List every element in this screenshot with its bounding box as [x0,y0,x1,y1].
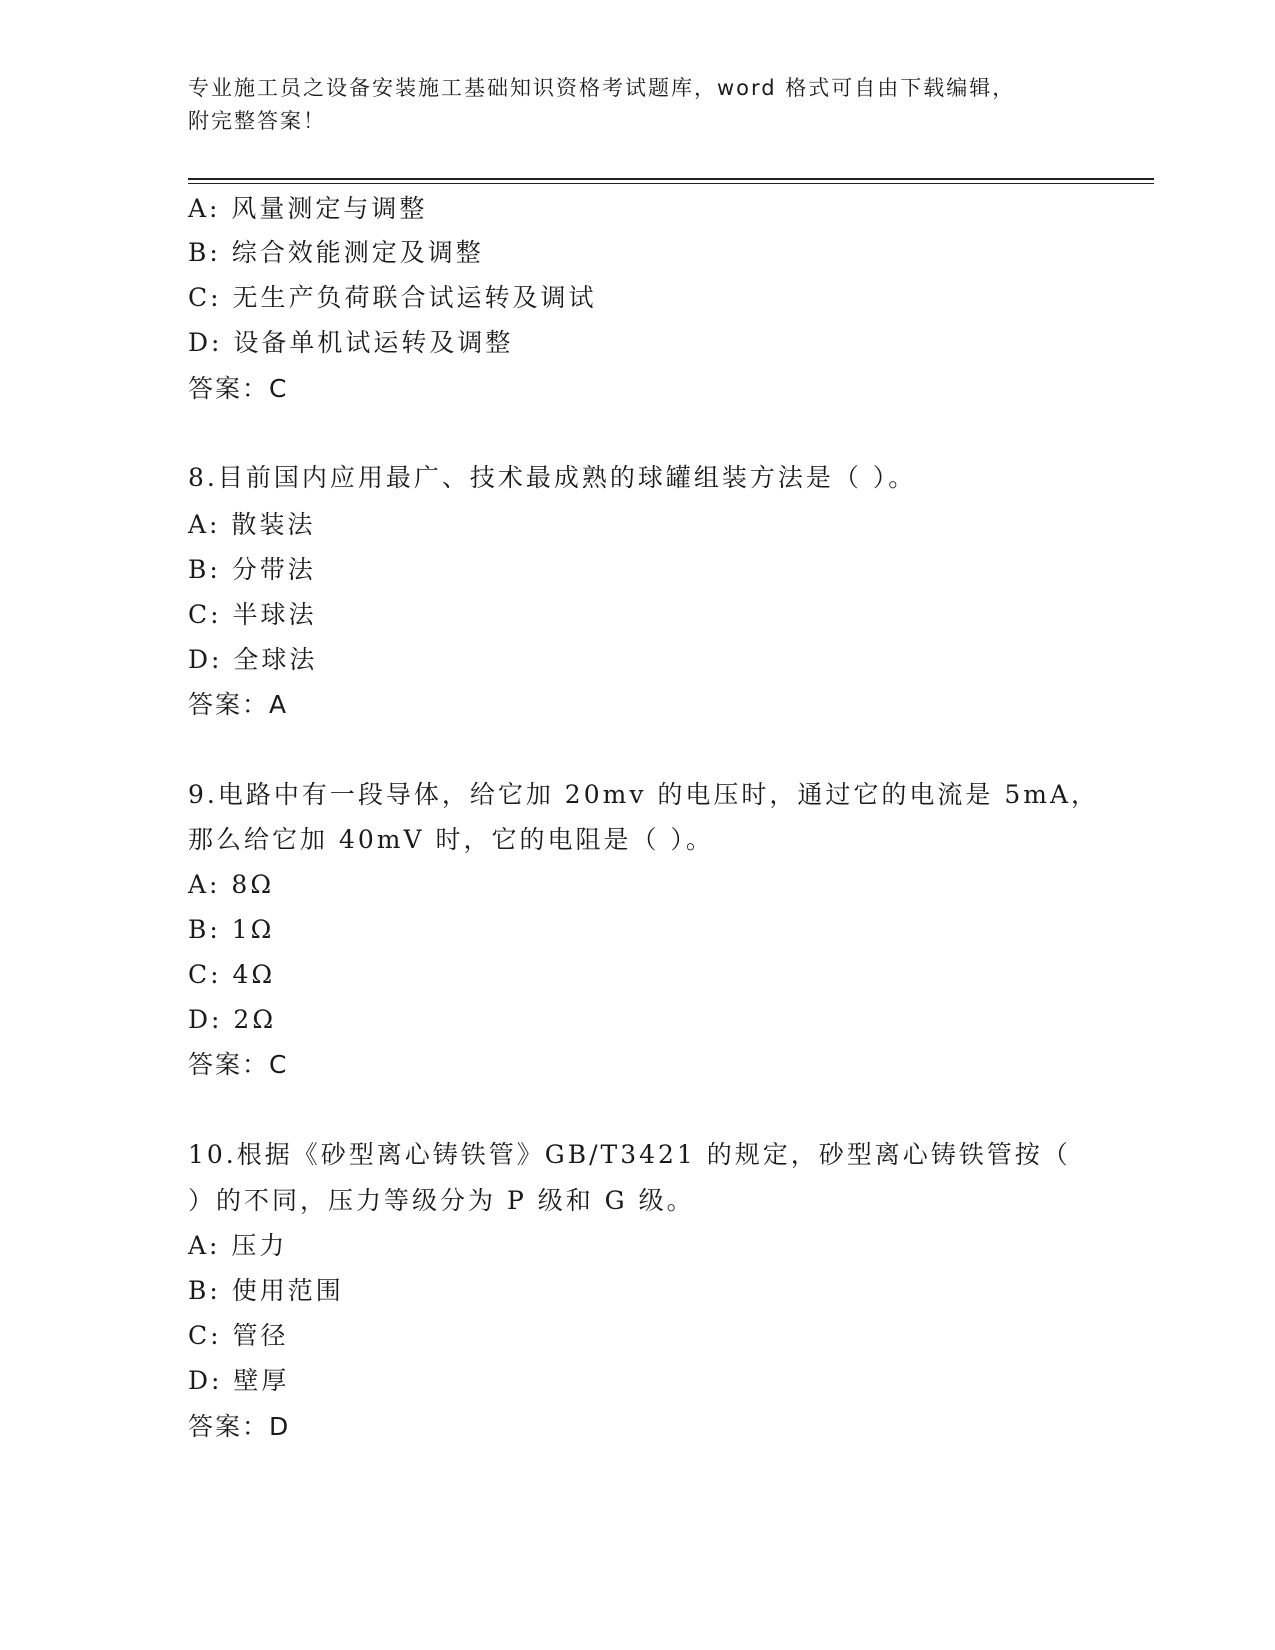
q7-option-c: C: 无生产负荷联合试运转及调试 [188,283,597,312]
header-line-2: 附完整答案！ [188,109,326,133]
q9-question-line-1: 9.电路中有一段导体，给它加 20mv 的电压时，通过它的电流是 5mA， [188,780,1100,809]
q7-option-a: A: 风量测定与调整 [188,194,428,223]
q10-option-c: C: 管径 [188,1321,289,1350]
q8-option-a: A: 散装法 [188,510,316,539]
q10-question-line-2: ）的不同，压力等级分为 P 级和 G 级。 [188,1186,695,1215]
q9-answer: 答案：C [188,1050,289,1079]
q7-option-b: B: 综合效能测定及调整 [188,238,484,267]
q10-option-a: A: 压力 [188,1231,288,1260]
header-divider-thin [188,183,1154,184]
q10-answer: 答案：D [188,1412,291,1441]
q9-option-b: B: 1Ω [188,915,275,944]
document-header [188,72,1068,138]
q8-answer: 答案：A [188,690,289,719]
q7-option-d: D: 设备单机试运转及调整 [188,328,514,357]
q8-option-d: D: 全球法 [188,645,318,674]
q10-question-line-1: 10.根据《砂型离心铸铁管》GB/T3421 的规定，砂型离心铸铁管按（ [188,1140,1071,1169]
header-line-1: 专业施工员之设备安装施工基础知识资格考试题库，word 格式可自由下载编辑， [188,76,1016,100]
q9-option-a: A: 8Ω [188,870,275,899]
header-divider-thick [188,178,1154,180]
q9-option-d: D: 2Ω [188,1005,277,1034]
q10-option-d: D: 壁厚 [188,1366,290,1395]
q8-question: 8.目前国内应用最广、技术最成熟的球罐组装方法是（ ）。 [188,463,917,492]
q9-question-line-2: 那么给它加 40mV 时，它的电阻是（ ）。 [188,825,714,854]
q8-option-c: C: 半球法 [188,600,317,629]
q8-option-b: B: 分带法 [188,555,316,584]
q10-option-b: B: 使用范围 [188,1276,344,1305]
q7-answer: 答案：C [188,374,289,403]
q9-option-c: C: 4Ω [188,960,276,989]
